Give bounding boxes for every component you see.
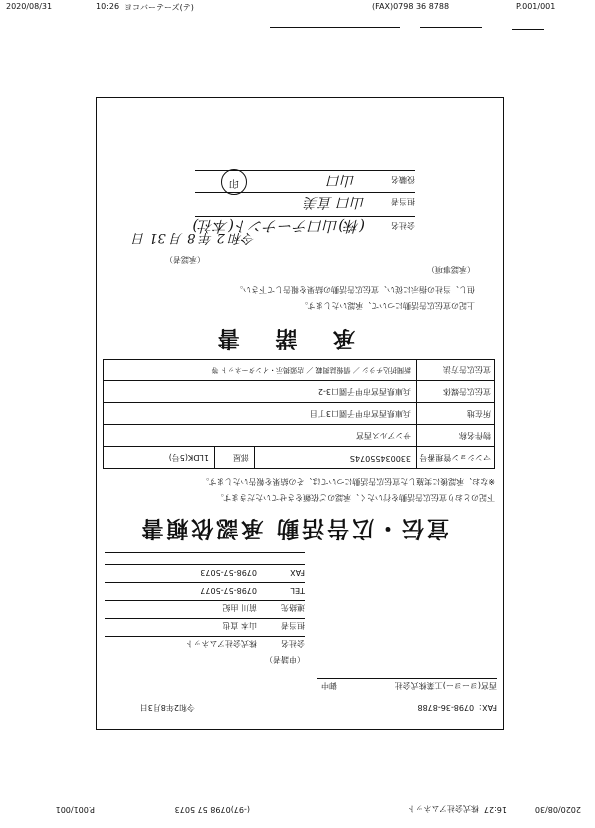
fax-time: 10:26: [96, 2, 120, 11]
tel-label: TEL: [290, 586, 305, 595]
approver-person: 山口 直美: [304, 194, 365, 210]
table-row-value: 33003455074S: [349, 454, 411, 463]
approver-title: 山口: [327, 172, 355, 188]
rule: [317, 678, 497, 679]
table-row-label: 宣伝広告媒体: [443, 387, 491, 396]
rule: [195, 216, 415, 217]
fax-sender: ヨコバーテーズ(テ): [124, 3, 194, 12]
approver-person-label: 担当者: [391, 197, 415, 206]
rule: [105, 600, 305, 601]
fax-sender: 株式会社アムネット: [407, 804, 479, 813]
intro-1: 下記のとおり宣伝広告活動を行いたく、承認のご依頼をさせていただきます。: [215, 493, 495, 502]
fax-header-inverted: [0, 796, 595, 820]
header-rule: [512, 29, 544, 30]
approval-line-1: 上記の宣伝広告活動について、承認いたします。: [299, 301, 475, 310]
approval-date: 令和 2 年 8 月 31 日: [132, 230, 255, 245]
rule: [105, 618, 305, 619]
rule: [105, 582, 305, 583]
table-row-label: 物件名称: [459, 431, 491, 440]
approver-company: (株)山口テーナント(本社): [192, 217, 365, 235]
fax-document: [96, 97, 504, 730]
approver-title-label: 役職名: [391, 175, 415, 184]
tel-value: 0798-57-5077: [200, 586, 257, 595]
rule: [105, 564, 305, 565]
approval-title: 承 諾 書: [203, 325, 355, 350]
fax-page: P.001/001: [516, 2, 556, 11]
request-date: 令和2年8月3日: [139, 703, 195, 712]
to-honorific: 御中: [321, 681, 337, 690]
header-rule: [420, 27, 482, 28]
rule: [105, 636, 305, 637]
applicant-section: （申請者）: [265, 655, 305, 664]
rule: [105, 552, 305, 553]
person-value: 山本 直也: [222, 621, 257, 630]
contact-label: 連絡先: [281, 603, 305, 612]
table-row-value: 兵庫県西宮市甲子園口3丁目: [309, 409, 411, 418]
inverted-form: [97, 98, 505, 731]
column-divider: [254, 447, 255, 469]
fax-page: P.001/001: [55, 805, 95, 814]
fax-number: (-97)0798 57 5073: [174, 805, 250, 814]
to-company: 西宮(ヨーヨー)工業株式会社: [394, 681, 497, 690]
table-row-value: 新聞折込チラシ ／ 情報誌掲載 ／ 店頭掲示・インターネット 等: [211, 366, 411, 374]
company-value: 株式会社アムネット: [185, 639, 257, 648]
approver-section: （承認者）: [165, 255, 205, 264]
fax-value: 0798-57-5073: [200, 568, 257, 577]
column-divider: [416, 359, 417, 469]
fax-time: 16:27: [483, 805, 507, 814]
header-rule: [270, 27, 400, 28]
rule: [103, 402, 495, 403]
request-fax: FAX：0798-36-8788: [417, 703, 497, 712]
approval-note: （承認事項）: [427, 265, 475, 274]
column-divider: [214, 447, 215, 469]
rule: [103, 380, 495, 381]
seal-stamp: 印: [221, 169, 247, 195]
table-row-label: 所在地: [467, 409, 491, 418]
table-row-label: 宣伝広告方法: [443, 365, 491, 374]
approval-line-2: 但し、当社の指示に従い、宣伝広告活動の結果を報告して下さい。: [235, 285, 475, 294]
table-row-sub-label: 部屋: [233, 453, 249, 462]
rule: [103, 446, 495, 447]
fax-number: (FAX)0798 36 8788: [372, 2, 450, 11]
fax-date: 2020/08/31: [6, 2, 53, 11]
table-row-value: 兵庫県西宮市甲子園口3-2: [317, 387, 411, 396]
person-label: 担当者: [281, 621, 305, 630]
intro-2: ※なお、承認後に実施した宣伝広告活動については、その結果を報告いたします。: [201, 477, 495, 486]
fax-date: 2020/08/30: [534, 805, 581, 814]
approver-company-label: 会社名: [391, 221, 415, 230]
request-title: 宣伝・広告活動 承認依頼書: [138, 515, 449, 540]
table-row-sub-value: 1LDK(5号): [168, 453, 209, 462]
table-row-label: マンション管理番号: [419, 453, 491, 462]
company-label: 会社名: [281, 639, 305, 648]
contact-value: 前川 由紀: [222, 603, 257, 612]
rule: [103, 424, 495, 425]
fax-label: FAX: [290, 568, 305, 577]
table-row-value: サンアルス西宮: [355, 431, 411, 440]
